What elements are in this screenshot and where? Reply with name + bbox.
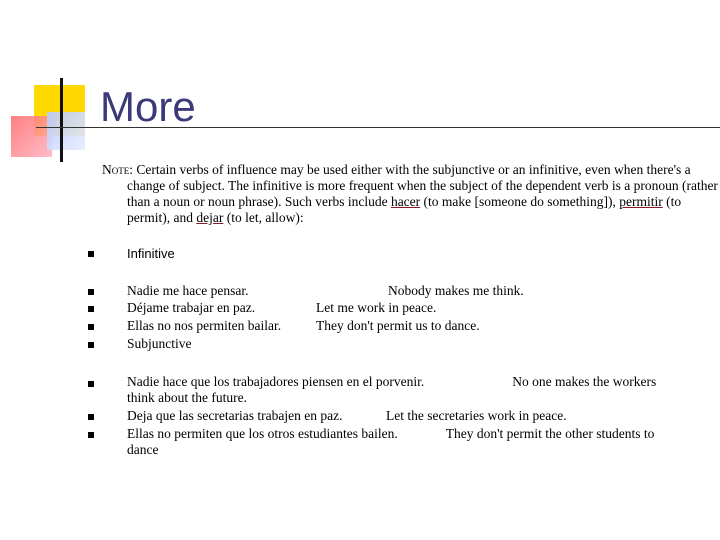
bullet-icon <box>88 289 94 295</box>
verb-dejar: dejar <box>196 210 224 225</box>
note-paragraph: Note: Certain verbs of influence may be used either with the subjunctive or an infinitive, even when there's a change of subject. The infinitive is more frequent when the subject of the dependent verb is a pronoun (rather than a noun or noun phrase). Such verbs include hacer (to make [someone do something]), permitir (to permit), and dejar (to let, allow): <box>102 162 718 225</box>
infinitive-example-es-3: Ellas no nos permiten bailar. <box>127 318 282 333</box>
infinitive-example-en-2: Let me work in peace. <box>316 300 437 315</box>
subjunctive-example-en-1: No one makes the workers think about the future. <box>127 374 657 405</box>
subjunctive-example-en-3: They don't permit the other students to dance <box>127 426 655 457</box>
infinitive-example-en-1: Nobody makes me think. <box>388 283 524 298</box>
bullet-icon <box>88 251 94 257</box>
bullet-icon <box>88 306 94 312</box>
infinitive-example-es-2: Déjame trabajar en paz. <box>127 300 256 315</box>
bullet-icon <box>88 381 94 387</box>
pink-square-shape <box>11 116 52 157</box>
subjunctive-example-1 <box>127 374 682 406</box>
infinitive-example-en-3: They don't permit us to dance. <box>316 318 480 333</box>
infinitive-heading: Infinitive <box>127 246 175 261</box>
verb-permitir: permitir <box>619 194 663 209</box>
bullet-icon <box>88 432 94 438</box>
bullet-icon <box>88 414 94 420</box>
subjunctive-heading: Subjunctive <box>127 336 192 351</box>
bullet-icon <box>88 342 94 348</box>
infinitive-example-es-1: Nadie me hace pensar. <box>127 283 249 298</box>
subjunctive-example-es-1: Nadie hace que los trabajadores piensen en el porvenir. <box>127 374 425 389</box>
bullet-icon <box>88 324 94 330</box>
decorative-logo <box>0 0 100 170</box>
subjunctive-example-es-2: Deja que las secretarias trabajen en paz. <box>127 408 343 423</box>
verb-hacer: hacer <box>390 194 421 209</box>
vertical-rule <box>60 78 63 162</box>
blue-square-shape <box>47 112 85 150</box>
note-label: Note <box>102 162 130 177</box>
subjunctive-example-3 <box>127 426 682 458</box>
slide-title: More <box>100 83 196 130</box>
subjunctive-example-en-2: Let the secretaries work in peace. <box>386 408 567 423</box>
subjunctive-example-es-3: Ellas no permiten que los otros estudiantes bailen. <box>127 426 398 441</box>
